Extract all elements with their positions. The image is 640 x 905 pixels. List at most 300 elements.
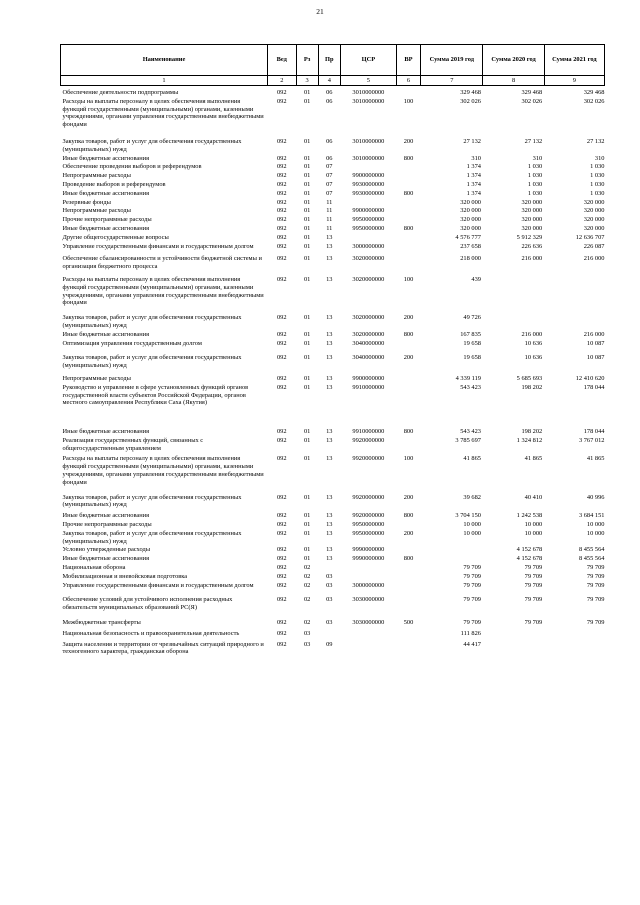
row-pr: 13 <box>326 493 333 501</box>
row-sum-2021 <box>544 627 604 638</box>
row-pr: 07 <box>326 163 333 171</box>
row-ved: 092 <box>276 189 287 197</box>
row-name: Управление государственными финансами и государственным долгом <box>62 581 254 589</box>
row-csr: 9920000000 <box>352 512 385 520</box>
row-rz: 01 <box>303 339 311 347</box>
table-row <box>61 509 605 520</box>
row-name: Иные бюджетные ассигнования <box>62 154 150 162</box>
row-csr: 3010000000 <box>352 154 385 162</box>
row-vr: 100 <box>403 97 414 105</box>
row-name: Иные бюджетные ассигнования <box>62 224 150 232</box>
row-sum-2020: 10 636 <box>524 354 543 362</box>
table-row <box>61 383 605 407</box>
row-name: Закупка товаров, работ и услуг для обеспечения государственных (муниципальных) нужд <box>62 137 242 153</box>
row-sum-2019: 1 374 <box>466 180 481 188</box>
column-header-rz: Рз <box>296 45 318 76</box>
row-sum-2019: 79 709 <box>463 596 481 604</box>
column-header-sum-2021: Сумма 2021 год <box>544 45 604 76</box>
table-row <box>61 347 605 370</box>
table-row <box>61 436 605 453</box>
row-sum-2020: 320 000 <box>521 198 543 206</box>
row-sum-2021: 79 709 <box>586 619 605 627</box>
row-pr: 13 <box>326 521 333 529</box>
row-sum-2021: 178 044 <box>583 428 605 436</box>
budget-table <box>60 44 605 656</box>
row-ved: 092 <box>276 546 287 554</box>
row-sum-2021: 320 000 <box>583 198 605 206</box>
row-sum-2021: 1 030 <box>590 172 605 180</box>
row-rz: 01 <box>303 314 311 322</box>
row-name: Иные бюджетные ассигнования <box>62 512 150 520</box>
table-row <box>61 339 605 348</box>
row-ved: 092 <box>276 436 287 444</box>
row-ved: 092 <box>276 216 287 224</box>
row-ved: 092 <box>276 180 287 188</box>
table-row <box>61 154 605 163</box>
row-sum-2019: 10 000 <box>463 529 481 537</box>
row-csr: 3020000000 <box>352 314 385 322</box>
row-vr <box>396 171 420 180</box>
row-name: Реализация государственных функций, связанных с общегосударственным управлением <box>62 436 204 452</box>
row-sum-2021: 10 087 <box>586 354 605 362</box>
table-row <box>61 627 605 638</box>
row-pr: 09 <box>326 640 333 648</box>
row-sum-2019: 79 709 <box>463 564 481 572</box>
row-ved: 092 <box>276 224 287 232</box>
row-vr <box>396 162 420 171</box>
row-ved: 092 <box>276 154 287 162</box>
row-sum-2021: 10 000 <box>586 529 605 537</box>
row-pr: 07 <box>326 180 333 188</box>
row-rz: 01 <box>303 330 311 338</box>
row-ved: 092 <box>276 198 287 206</box>
row-sum-2021: 10 087 <box>586 339 605 347</box>
row-sum-2019: 320 000 <box>460 224 481 232</box>
row-name: Другие общегосударственные вопросы <box>62 233 169 241</box>
row-pr: 13 <box>326 275 333 283</box>
table-row <box>61 171 605 180</box>
row-name: Обеспечение условий для устойчивого исполнения расходных обязательств муниципальных образований РС(Я) <box>62 596 233 612</box>
row-rz: 01 <box>303 163 311 171</box>
row-sum-2020: 79 709 <box>524 596 543 604</box>
row-sum-2021: 27 132 <box>586 137 605 145</box>
column-number: 9 <box>544 76 604 86</box>
row-csr <box>340 198 396 207</box>
row-rz: 01 <box>303 521 311 529</box>
column-number: 6 <box>396 76 420 86</box>
row-sum-2019: 3 704 150 <box>455 512 481 520</box>
row-sum-2021: 1 030 <box>590 163 605 171</box>
row-csr: 9930000000 <box>352 180 385 188</box>
row-ved: 092 <box>276 354 287 362</box>
row-ved: 092 <box>276 564 287 572</box>
row-ved: 092 <box>276 383 287 391</box>
row-rz: 01 <box>303 207 311 215</box>
table-row <box>61 554 605 563</box>
row-sum-2021 <box>544 307 604 330</box>
row-sum-2021: 8 455 564 <box>578 555 605 563</box>
row-sum-2019: 320 000 <box>460 198 481 206</box>
row-ved: 092 <box>276 640 287 648</box>
row-ved: 092 <box>276 581 287 589</box>
page-number: 21 <box>316 7 324 16</box>
row-name: Непрограммные расходы <box>62 374 131 382</box>
row-csr: 9990000000 <box>352 546 385 554</box>
row-csr: 9920000000 <box>352 436 385 444</box>
row-rz: 01 <box>303 224 311 232</box>
row-ved: 092 <box>276 572 287 580</box>
table-row <box>61 612 605 627</box>
row-sum-2020: 4 152 678 <box>516 555 543 563</box>
row-sum-2019: 27 132 <box>463 137 481 145</box>
row-name: Расходы на выплаты персоналу в целях обеспечения выполнения функций государственными (муниципальными) органами, казенными учреждениями, органами управления государственными внебюджетными фондами <box>62 275 264 307</box>
row-sum-2021: 3 767 012 <box>578 436 605 444</box>
row-vr <box>396 572 420 581</box>
row-vr: 800 <box>403 224 414 232</box>
row-rz: 01 <box>303 89 311 96</box>
row-rz: 01 <box>303 233 311 241</box>
row-sum-2019: 4 576 777 <box>455 233 481 241</box>
header-row <box>61 45 605 76</box>
row-ved: 092 <box>276 555 287 563</box>
row-csr <box>340 638 396 657</box>
row-csr: 9900000000 <box>352 207 385 215</box>
row-sum-2020: 10 636 <box>524 339 543 347</box>
row-sum-2021: 320 000 <box>583 224 605 232</box>
table-row <box>61 242 605 251</box>
row-rz: 03 <box>303 629 311 637</box>
row-sum-2021 <box>544 638 604 657</box>
row-sum-2019 <box>421 554 483 563</box>
row-vr: 800 <box>403 428 414 436</box>
row-pr: 13 <box>326 555 333 563</box>
row-rz: 02 <box>303 564 311 572</box>
row-name: Национальная оборона <box>62 564 126 572</box>
row-sum-2019: 79 709 <box>463 619 481 627</box>
row-rz: 02 <box>303 572 311 580</box>
row-sum-2020 <box>483 307 544 330</box>
row-sum-2021: 10 000 <box>586 521 605 529</box>
row-sum-2021: 226 087 <box>583 242 605 250</box>
table-row <box>61 86 605 97</box>
row-sum-2020: 41 865 <box>524 455 543 463</box>
row-sum-2019: 39 682 <box>463 493 481 501</box>
row-sum-2019: 4 339 119 <box>455 374 481 382</box>
row-sum-2021: 216 000 <box>583 255 605 263</box>
row-sum-2020: 1 030 <box>527 189 543 197</box>
column-header-sum-2020: Сумма 2020 год <box>483 45 544 76</box>
row-csr: 3040000000 <box>352 339 385 347</box>
row-vr <box>396 86 420 97</box>
row-pr: 13 <box>326 339 333 347</box>
row-rz: 01 <box>303 216 311 224</box>
row-ved: 092 <box>276 512 287 520</box>
row-sum-2020: 1 242 538 <box>516 512 543 520</box>
column-number: 1 <box>61 76 268 86</box>
row-sum-2019: 44 417 <box>463 640 481 648</box>
row-sum-2019: 111 826 <box>460 629 481 637</box>
row-vr: 800 <box>403 512 414 520</box>
row-sum-2020: 79 709 <box>524 619 543 627</box>
row-sum-2019: 3 785 697 <box>455 436 481 444</box>
row-vr: 800 <box>403 189 414 197</box>
row-csr: 3000000000 <box>352 581 385 589</box>
row-rz: 01 <box>303 546 311 554</box>
table-row <box>61 129 605 154</box>
row-name: Закупка товаров, работ и услуг для обеспечения государственных (муниципальных) нужд <box>62 354 242 370</box>
row-sum-2020: 302 026 <box>521 97 543 105</box>
row-vr <box>396 206 420 215</box>
row-rz: 01 <box>303 172 311 180</box>
row-ved: 092 <box>276 97 287 105</box>
column-header-ved: Вед <box>268 45 297 76</box>
row-csr: 9900000000 <box>352 172 385 180</box>
row-vr <box>396 545 420 554</box>
row-sum-2020: 198 202 <box>521 428 543 436</box>
row-vr <box>396 520 420 529</box>
row-rz: 01 <box>303 255 311 263</box>
row-sum-2019: 320 000 <box>460 216 481 224</box>
row-ved: 092 <box>276 493 287 501</box>
row-ved: 092 <box>276 521 287 529</box>
column-number: 4 <box>318 76 340 86</box>
row-vr: 200 <box>403 137 414 145</box>
row-sum-2019 <box>421 545 483 554</box>
row-sum-2019: 1 374 <box>466 172 481 180</box>
row-ved: 092 <box>276 242 287 250</box>
row-sum-2020 <box>483 271 544 307</box>
row-rz: 01 <box>303 512 311 520</box>
column-header-vr: ВР <box>396 45 420 76</box>
row-sum-2020: 10 000 <box>524 529 543 537</box>
row-csr: 9950000000 <box>352 216 385 224</box>
row-vr <box>396 581 420 590</box>
row-ved: 092 <box>276 529 287 537</box>
row-pr: 06 <box>326 137 333 145</box>
row-name: Непрограммные расходы <box>62 172 131 180</box>
row-sum-2021: 79 709 <box>586 581 605 589</box>
row-sum-2019: 310 <box>471 154 481 162</box>
row-vr: 200 <box>403 493 414 501</box>
row-csr <box>340 627 396 638</box>
row-pr: 13 <box>326 512 333 520</box>
row-vr <box>396 627 420 638</box>
row-rz: 01 <box>303 555 311 563</box>
table-row <box>61 589 605 612</box>
row-pr: 03 <box>326 619 333 627</box>
row-name: Закупка товаров, работ и услуг для обеспечения государственных (муниципальных) нужд <box>62 493 242 509</box>
row-csr: 9950000000 <box>352 224 385 232</box>
row-pr: 07 <box>326 189 333 197</box>
column-number: 8 <box>483 76 544 86</box>
column-number-row <box>61 76 605 86</box>
row-sum-2020: 198 202 <box>521 383 543 391</box>
row-sum-2021: 1 030 <box>590 180 605 188</box>
row-sum-2020: 216 000 <box>521 330 543 338</box>
table-row <box>61 407 605 436</box>
row-sum-2021: 3 684 151 <box>578 512 605 520</box>
row-name: Защита населения и территории от чрезвычайных ситуаций природного и техногенного характера, гражданская оборона <box>62 640 264 656</box>
row-vr: 800 <box>403 555 414 563</box>
row-ved: 092 <box>276 339 287 347</box>
row-vr <box>396 589 420 612</box>
table-row <box>61 572 605 581</box>
row-ved: 092 <box>276 89 287 96</box>
row-rz: 01 <box>303 354 311 362</box>
row-name: Прочие непрограммные расходы <box>62 521 152 529</box>
row-csr: 9900000000 <box>352 374 385 382</box>
row-rz: 03 <box>303 640 311 648</box>
row-sum-2021 <box>544 271 604 307</box>
row-ved: 092 <box>276 233 287 241</box>
row-sum-2020: 320 000 <box>521 207 543 215</box>
row-sum-2021: 320 000 <box>583 207 605 215</box>
row-ved: 092 <box>276 619 287 627</box>
row-ved: 092 <box>276 374 287 382</box>
row-pr: 13 <box>326 428 333 436</box>
row-pr: 11 <box>326 216 333 224</box>
row-pr: 13 <box>326 383 333 391</box>
column-number: 5 <box>340 76 396 86</box>
row-ved: 092 <box>276 255 287 263</box>
row-csr: 3010000000 <box>352 137 385 145</box>
table-row <box>61 271 605 307</box>
row-csr: 3010000000 <box>352 97 385 105</box>
column-number: 7 <box>421 76 483 86</box>
row-vr <box>396 242 420 251</box>
row-sum-2019: 167 835 <box>460 330 481 338</box>
row-name: Оптимизация управления государственным долгом <box>62 339 202 347</box>
row-pr: 13 <box>326 529 333 537</box>
row-csr: 3010000000 <box>352 89 385 96</box>
row-sum-2020: 5 912 329 <box>516 233 543 241</box>
row-csr: 3020000000 <box>352 330 385 338</box>
row-sum-2020 <box>483 627 544 638</box>
row-rz: 02 <box>303 581 311 589</box>
row-pr: 03 <box>326 572 333 580</box>
row-rz: 01 <box>303 154 311 162</box>
row-sum-2019: 41 865 <box>463 455 481 463</box>
row-sum-2020: 27 132 <box>524 137 543 145</box>
row-sum-2020: 226 636 <box>521 242 543 250</box>
row-csr: 9920000000 <box>352 455 385 463</box>
row-ved: 092 <box>276 330 287 338</box>
row-vr <box>396 198 420 207</box>
row-sum-2019: 10 000 <box>463 521 481 529</box>
table-row <box>61 224 605 233</box>
row-name: Межбюджетные трансферты <box>62 619 141 627</box>
row-vr <box>396 250 420 271</box>
row-pr: 06 <box>326 89 333 96</box>
table-row <box>61 198 605 207</box>
row-sum-2020 <box>483 638 544 657</box>
row-name: Обеспечение сбалансированности и устойчивости бюджетной системы и организация бюджетного процесса <box>62 255 262 271</box>
row-sum-2020: 1 030 <box>527 172 543 180</box>
row-name: Закупка товаров, работ и услуг для обеспечения государственных (муниципальных) нужд <box>62 529 242 545</box>
row-sum-2021: 12 636 707 <box>575 233 605 241</box>
row-vr <box>396 180 420 189</box>
row-sum-2021: 302 026 <box>583 97 605 105</box>
row-sum-2021: 40 996 <box>586 493 605 501</box>
row-pr: 07 <box>326 172 333 180</box>
row-csr: 9910000000 <box>352 428 385 436</box>
row-rz: 01 <box>303 242 311 250</box>
row-pr: 13 <box>326 455 333 463</box>
row-sum-2019: 19 658 <box>463 354 481 362</box>
row-vr <box>396 563 420 572</box>
row-csr: 9950000000 <box>352 521 385 529</box>
row-pr: 13 <box>326 242 333 250</box>
row-sum-2019: 1 374 <box>466 189 481 197</box>
row-sum-2019: 543 423 <box>460 428 481 436</box>
row-vr <box>396 339 420 348</box>
row-ved: 092 <box>276 207 287 215</box>
row-sum-2019: 439 <box>471 275 481 283</box>
row-pr: 13 <box>326 255 333 263</box>
row-sum-2019: 19 658 <box>463 339 481 347</box>
row-pr: 13 <box>326 374 333 382</box>
row-sum-2021: 178 044 <box>583 383 605 391</box>
row-name: Мобилизационная и вневойсковая подготовка <box>62 572 188 580</box>
row-sum-2021: 79 709 <box>586 564 605 572</box>
row-rz: 01 <box>303 383 311 391</box>
column-header-name: Наименование <box>61 45 268 76</box>
row-csr <box>340 162 396 171</box>
row-name: Обеспечение деятельности подпрограммы <box>62 89 179 96</box>
row-sum-2020: 320 000 <box>521 224 543 232</box>
row-name: Иные бюджетные ассигнования <box>62 555 150 563</box>
table-row <box>61 189 605 198</box>
row-ved: 092 <box>276 163 287 171</box>
row-name: Иные бюджетные ассигнования <box>62 330 150 338</box>
row-name: Обеспечение проведения выборов и референдумов <box>62 163 202 171</box>
row-sum-2019: 49 726 <box>463 314 481 322</box>
row-pr: 13 <box>326 354 333 362</box>
table-row <box>61 452 605 486</box>
row-sum-2021: 79 709 <box>586 572 605 580</box>
row-sum-2020: 1 030 <box>527 180 543 188</box>
row-rz: 01 <box>303 493 311 501</box>
row-pr <box>318 563 340 572</box>
row-sum-2019: 302 026 <box>460 97 481 105</box>
table-row <box>61 206 605 215</box>
row-csr: 9950000000 <box>352 529 385 537</box>
row-rz: 01 <box>303 180 311 188</box>
column-number: 3 <box>296 76 318 86</box>
row-vr <box>396 436 420 453</box>
table-row <box>61 563 605 572</box>
row-vr <box>396 233 420 242</box>
row-sum-2020: 5 685 693 <box>516 374 543 382</box>
row-vr: 200 <box>403 314 414 322</box>
row-name: Резервные фонды <box>62 198 111 206</box>
row-ved: 092 <box>276 428 287 436</box>
row-vr: 200 <box>403 529 414 537</box>
row-csr: 3030000000 <box>352 596 385 604</box>
row-sum-2019: 237 658 <box>460 242 481 250</box>
row-vr: 200 <box>403 354 414 362</box>
row-sum-2020: 79 709 <box>524 572 543 580</box>
row-pr: 06 <box>326 154 333 162</box>
table-row <box>61 330 605 339</box>
row-sum-2020: 320 000 <box>521 216 543 224</box>
row-vr <box>396 383 420 407</box>
row-csr: 3030000000 <box>352 619 385 627</box>
row-ved: 092 <box>276 629 287 637</box>
row-name: Управление государственными финансами и государственным долгом <box>62 242 254 250</box>
row-sum-2021: 216 000 <box>583 330 605 338</box>
row-sum-2021: 310 <box>594 154 605 162</box>
